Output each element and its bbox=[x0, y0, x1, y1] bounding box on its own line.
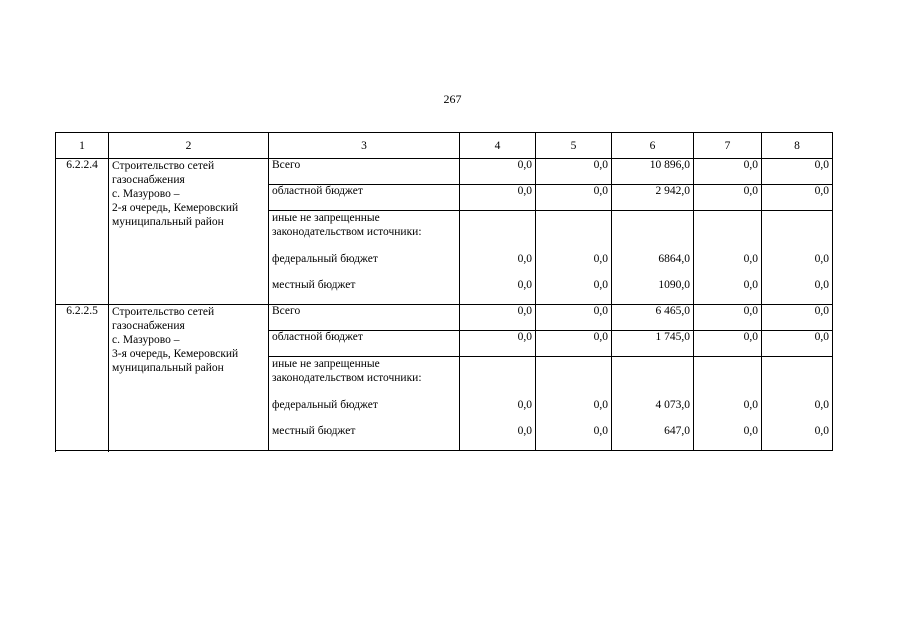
item-name: Строительство сетей газоснабжения с. Мазурово – 2-я очередь, Кемеровский муниципальный район bbox=[109, 159, 269, 305]
value-cell: 0,0 bbox=[460, 279, 536, 305]
value-cell: 0,0 bbox=[762, 185, 833, 211]
value-cell: 0,0 bbox=[694, 305, 762, 331]
page-number: 267 bbox=[443, 92, 462, 106]
value-cell: 0,0 bbox=[536, 279, 612, 305]
value-cell: 6 465,0 bbox=[612, 305, 694, 331]
value-cell: 0,0 bbox=[694, 253, 762, 279]
col-header-2: 2 bbox=[109, 133, 269, 159]
value-cell: 0,0 bbox=[694, 331, 762, 357]
item-name: Строительство сетей газоснабжения с. Мазурово – 3-я очередь, Кемеровский муниципальный район bbox=[109, 305, 269, 451]
col-header-1: 1 bbox=[56, 133, 109, 159]
empty-cell bbox=[536, 211, 612, 253]
value-cell: 0,0 bbox=[536, 185, 612, 211]
source-label: Всего bbox=[269, 305, 460, 331]
empty-cell bbox=[762, 211, 833, 253]
value-cell: 0,0 bbox=[460, 399, 536, 425]
source-label: федеральный бюджет bbox=[269, 253, 460, 279]
empty-cell bbox=[460, 211, 536, 253]
value-cell: 0,0 bbox=[694, 425, 762, 451]
table-row bbox=[56, 305, 833, 331]
col-header-8: 8 bbox=[762, 133, 833, 159]
value-cell: 0,0 bbox=[694, 159, 762, 185]
value-cell: 647,0 bbox=[612, 425, 694, 451]
source-label: местный бюджет bbox=[269, 279, 460, 305]
value-cell: 0,0 bbox=[762, 253, 833, 279]
source-label: Всего bbox=[269, 159, 460, 185]
value-cell: 0,0 bbox=[536, 425, 612, 451]
empty-cell bbox=[460, 357, 536, 399]
col-header-3: 3 bbox=[269, 133, 460, 159]
table-row bbox=[56, 159, 833, 185]
source-label: областной бюджет bbox=[269, 331, 460, 357]
value-cell: 6864,0 bbox=[612, 253, 694, 279]
value-cell: 0,0 bbox=[460, 185, 536, 211]
value-cell: 0,0 bbox=[762, 331, 833, 357]
empty-cell bbox=[536, 357, 612, 399]
source-label: федеральный бюджет bbox=[269, 399, 460, 425]
empty-cell bbox=[612, 211, 694, 253]
value-cell: 0,0 bbox=[460, 159, 536, 185]
col-header-5: 5 bbox=[536, 133, 612, 159]
value-cell: 0,0 bbox=[762, 159, 833, 185]
header-row bbox=[56, 133, 833, 159]
col-header-4: 4 bbox=[460, 133, 536, 159]
value-cell: 0,0 bbox=[460, 305, 536, 331]
value-cell: 0,0 bbox=[460, 425, 536, 451]
value-cell: 0,0 bbox=[694, 279, 762, 305]
empty-cell bbox=[694, 211, 762, 253]
empty-cell bbox=[612, 357, 694, 399]
value-cell: 0,0 bbox=[762, 425, 833, 451]
col-header-6: 6 bbox=[612, 133, 694, 159]
value-cell: 0,0 bbox=[762, 399, 833, 425]
value-cell: 10 896,0 bbox=[612, 159, 694, 185]
item-code: 6.2.2.5 bbox=[56, 305, 109, 451]
value-cell: 0,0 bbox=[536, 253, 612, 279]
value-cell: 2 942,0 bbox=[612, 185, 694, 211]
value-cell: 0,0 bbox=[460, 253, 536, 279]
empty-cell bbox=[762, 357, 833, 399]
source-note: иные не запрещенные законодательством источники: bbox=[269, 357, 460, 399]
empty-cell bbox=[694, 357, 762, 399]
value-cell: 0,0 bbox=[762, 305, 833, 331]
budget-table bbox=[55, 132, 833, 451]
source-label: областной бюджет bbox=[269, 185, 460, 211]
source-label: местный бюджет bbox=[269, 425, 460, 451]
value-cell: 1 745,0 bbox=[612, 331, 694, 357]
value-cell: 0,0 bbox=[536, 331, 612, 357]
source-note: иные не запрещенные законодательством источники: bbox=[269, 211, 460, 253]
col-header-7: 7 bbox=[694, 133, 762, 159]
value-cell: 1090,0 bbox=[612, 279, 694, 305]
value-cell: 0,0 bbox=[536, 159, 612, 185]
item-code: 6.2.2.4 bbox=[56, 159, 109, 305]
value-cell: 0,0 bbox=[694, 185, 762, 211]
value-cell: 4 073,0 bbox=[612, 399, 694, 425]
value-cell: 0,0 bbox=[762, 279, 833, 305]
value-cell: 0,0 bbox=[536, 305, 612, 331]
value-cell: 0,0 bbox=[694, 399, 762, 425]
value-cell: 0,0 bbox=[536, 399, 612, 425]
value-cell: 0,0 bbox=[460, 331, 536, 357]
